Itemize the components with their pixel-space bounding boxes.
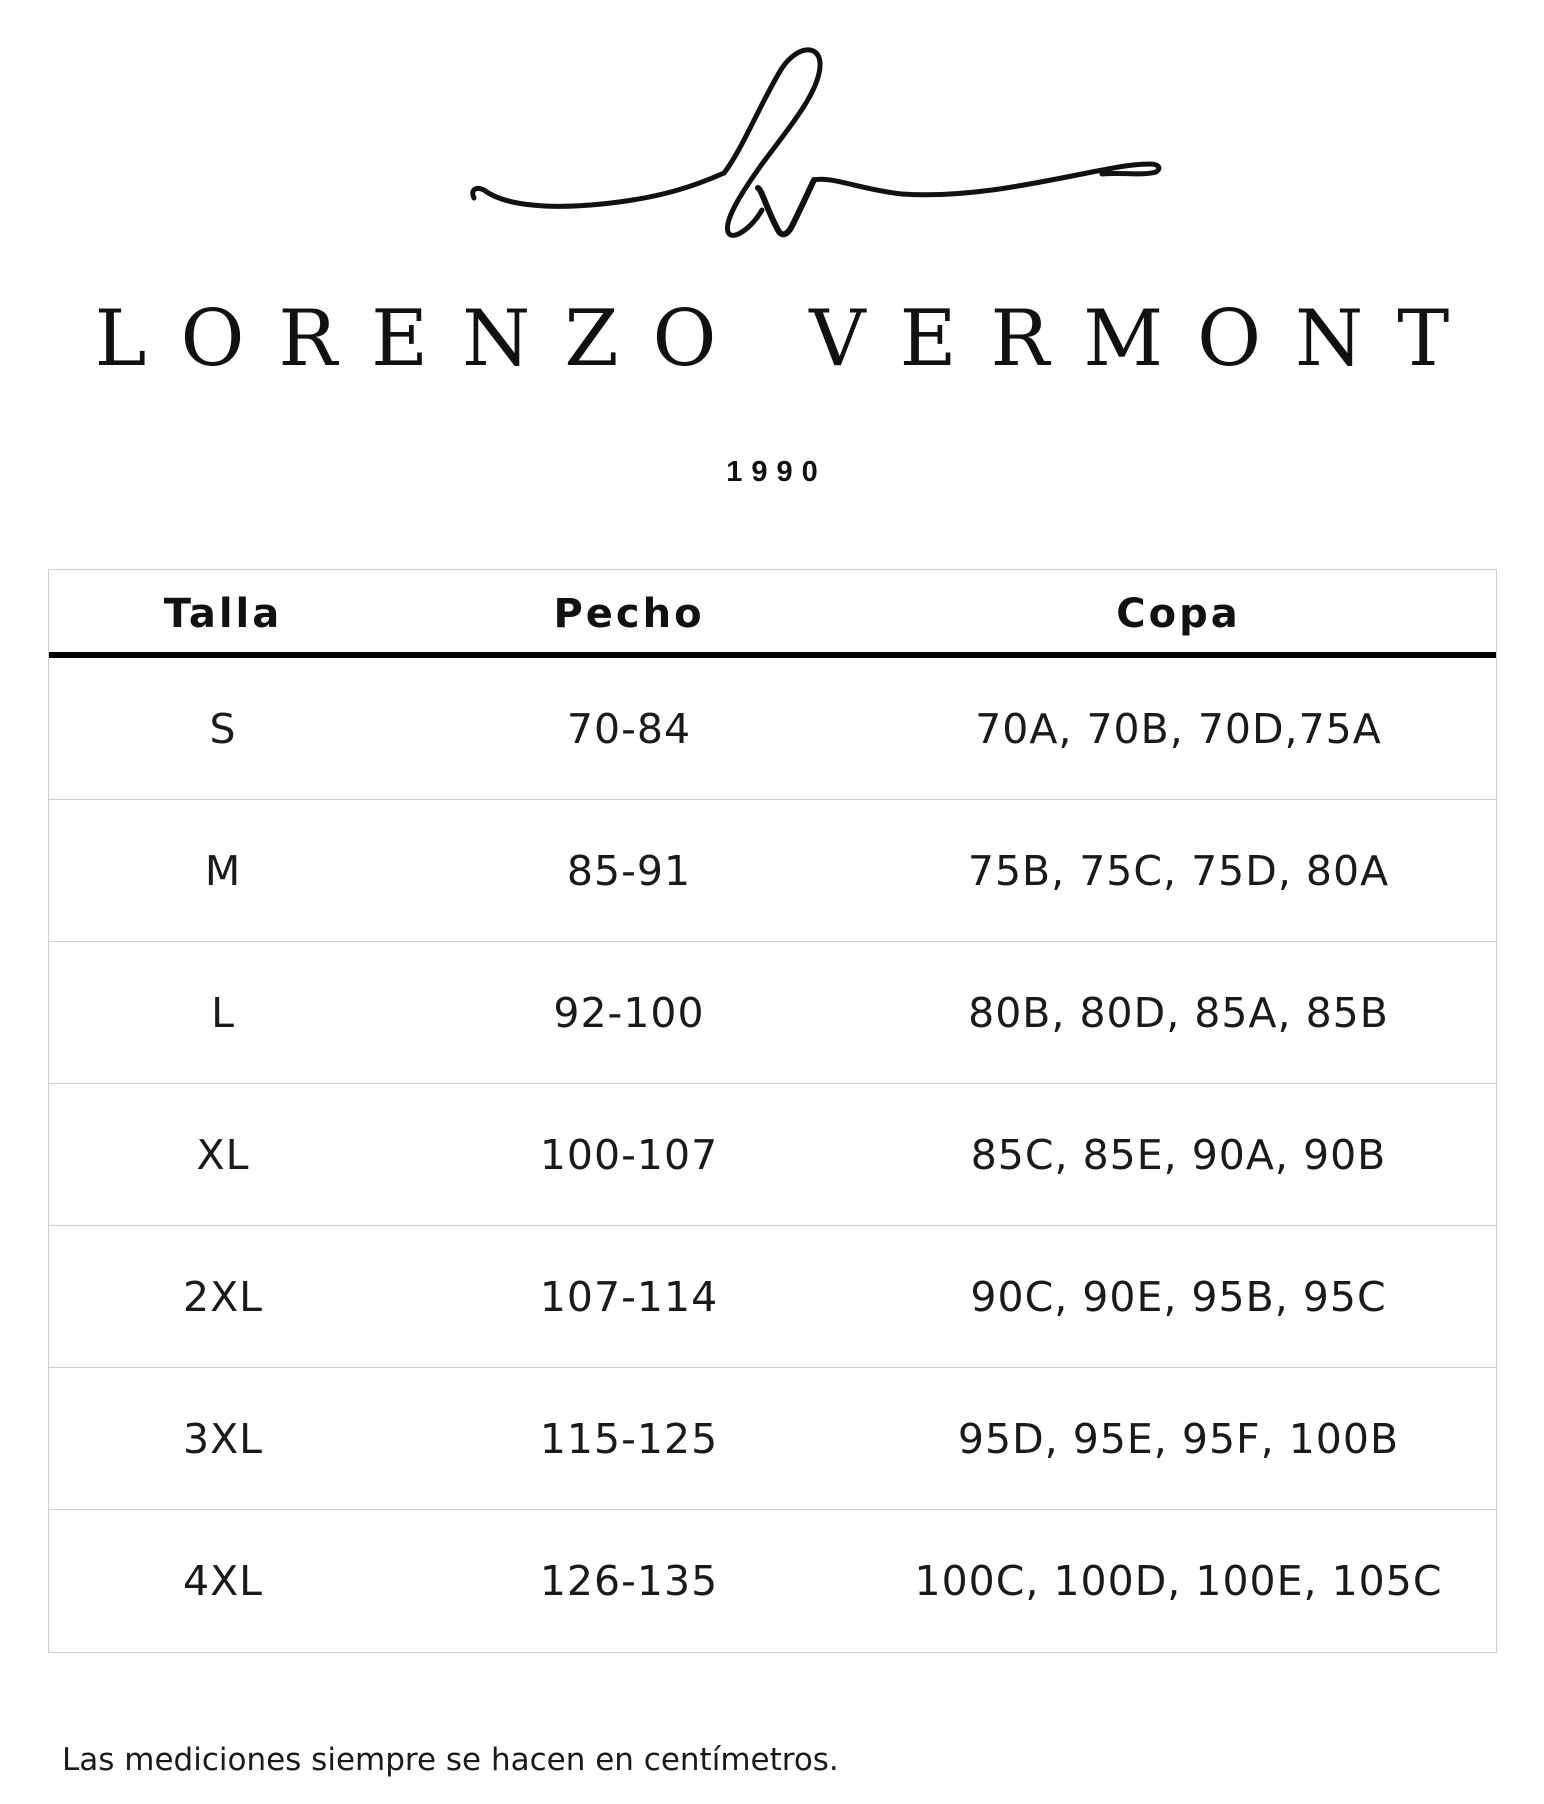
talla-cell: 4XL xyxy=(182,1557,263,1605)
talla-cell: S xyxy=(209,704,237,753)
measurement-footnote: Las mediciones siempre se hacen en centímetros. xyxy=(62,1742,839,1778)
talla-cell: XL xyxy=(196,1130,250,1179)
copa-cell: 95D, 95E, 95F, 100B xyxy=(957,1414,1400,1463)
copa-cell: 80B, 80D, 85A, 85B xyxy=(968,988,1389,1037)
talla-cell: 2XL xyxy=(182,1272,263,1321)
pecho-cell: 85-91 xyxy=(566,846,692,895)
table-row xyxy=(49,1084,1496,1226)
copa-cell: 70A, 70B, 70D,75A xyxy=(975,704,1382,753)
pecho-cell: 126-135 xyxy=(539,1557,719,1605)
copa-cell: 85C, 85E, 90A, 90B xyxy=(970,1130,1387,1179)
table-row xyxy=(49,800,1496,942)
talla-cell: M xyxy=(204,846,242,895)
copa-cell: 75B, 75C, 75D, 80A xyxy=(967,846,1390,895)
header-copa: Copa xyxy=(1116,591,1241,637)
table-row xyxy=(49,1510,1496,1652)
table-row xyxy=(49,1226,1496,1368)
brand-year: 1990 xyxy=(726,456,827,488)
table-row xyxy=(49,658,1496,800)
header-pecho: Pecho xyxy=(553,591,705,637)
lv-signature-monogram-icon xyxy=(462,40,1182,260)
table-row xyxy=(49,942,1496,1084)
table-row xyxy=(49,1368,1496,1510)
talla-cell: 3XL xyxy=(182,1414,263,1463)
pecho-cell: 92-100 xyxy=(553,988,705,1037)
pecho-cell: 100-107 xyxy=(539,1130,719,1179)
copa-cell: 100C, 100D, 100E, 105C xyxy=(914,1557,1443,1605)
header-talla: Talla xyxy=(163,591,283,637)
pecho-cell: 115-125 xyxy=(539,1414,719,1463)
table-header-row xyxy=(49,570,1496,658)
pecho-cell: 70-84 xyxy=(566,704,692,753)
brand-name: LORENZO VERMONT xyxy=(94,294,1484,384)
copa-cell: 90C, 90E, 95B, 95C xyxy=(970,1272,1387,1321)
size-chart-table xyxy=(48,569,1497,1653)
pecho-cell: 107-114 xyxy=(539,1272,719,1321)
talla-cell: L xyxy=(211,988,235,1037)
